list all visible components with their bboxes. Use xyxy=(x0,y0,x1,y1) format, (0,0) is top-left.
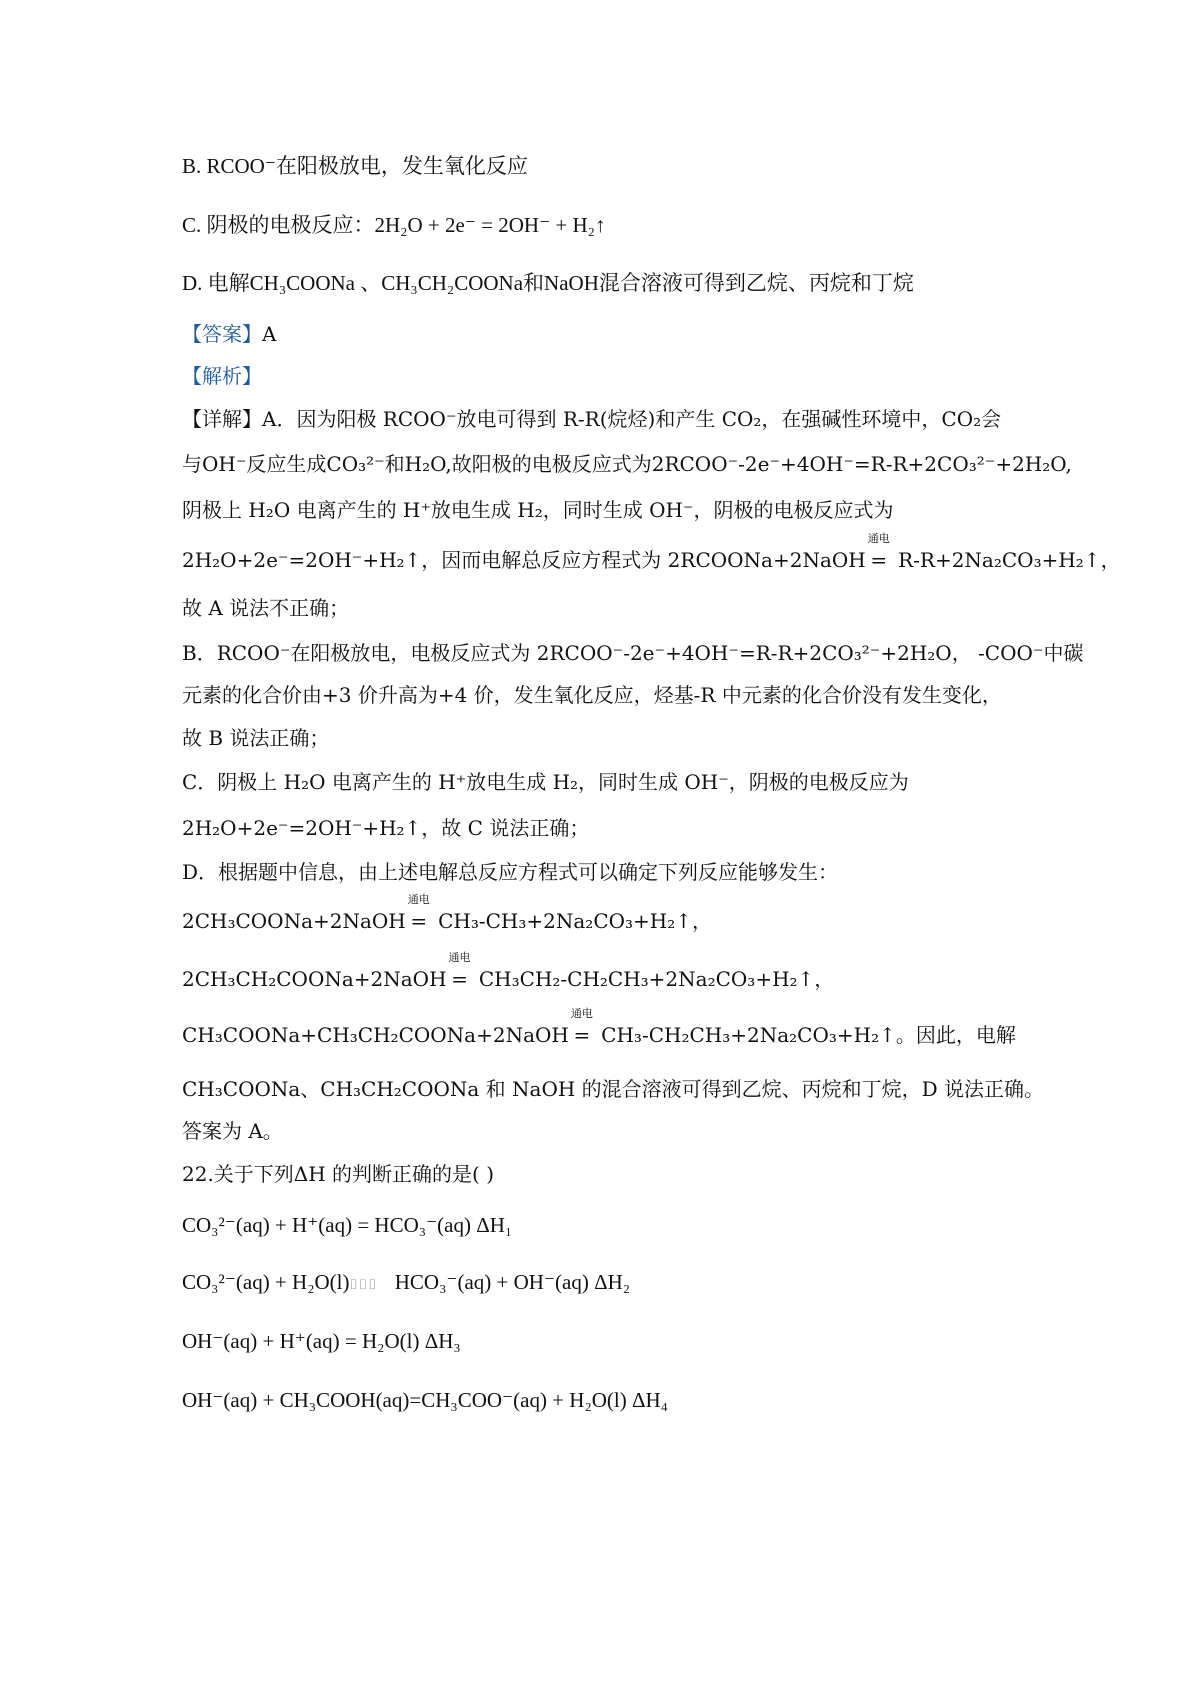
detail-line-8: 故 B 说法正确； xyxy=(182,726,330,750)
equals-sign: = xyxy=(870,548,888,572)
detail-line-9: C．阴极上 H₂O 电离产生的 H⁺放电生成 H₂，同时生成 OH⁻，阴极的电极反应为 xyxy=(182,770,909,794)
reaction-3 xyxy=(182,1007,1050,1049)
reaction-3-right: CH₃-CH₂CH₃+2Na₂CO₃+H₂↑。因此，电解 xyxy=(594,1023,1016,1047)
detail-label: 【详解】 xyxy=(182,407,262,431)
q22-equation-3: OH⁻(aq) + H⁺(aq) = H₂O(l) ΔH₃ xyxy=(182,1329,461,1353)
condition-text: 通电 xyxy=(407,893,430,906)
broken-arrow-glyph: ⌷⌷⌷ xyxy=(349,1278,378,1293)
detail-line-15: CH₃COONa、CH₃CH₂COONa 和 NaOH 的混合溶液可得到乙烷、丙烷和丁烷，D 说法正确。 xyxy=(182,1077,1045,1101)
q22-equation-2 xyxy=(182,1268,1050,1300)
detail-line-1 xyxy=(182,405,1050,433)
detail-line-3: 阴极上 H₂O 电离产生的 H⁺放电生成 H₂，同时生成 OH⁻，阴极的电极反应式为 xyxy=(182,498,894,522)
condition-text: 通电 xyxy=(448,951,471,964)
detail-line-11: D．根据题中信息，由上述电解总反应方程式可以确定下列反应能够发生： xyxy=(182,860,839,884)
condition-text: 通电 xyxy=(867,532,890,545)
reaction-3-left: CH₃COONa+CH₃CH₂COONa+2NaOH xyxy=(182,1023,569,1047)
detail-line-5: 故 A 说法不正确； xyxy=(182,596,350,620)
q22-equation-1: CO₃²⁻(aq) + H⁺(aq) = HCO₃⁻(aq) ΔH₁ xyxy=(182,1213,513,1237)
option-c: C. 阴极的电极反应：2H₂O + 2e⁻ = 2OH⁻ + H₂↑ xyxy=(182,213,606,237)
q22-equation-2-left: CO₃²⁻(aq) + H₂O(l) xyxy=(182,1270,350,1294)
option-d: D. 电解CH₃COONa 、CH₃CH₂COONa和NaOH混合溶液可得到乙烷、丙烷和丁烷 xyxy=(182,271,914,295)
reaction-1 xyxy=(182,893,1050,935)
reaction-1-left: 2CH₃COONa+2NaOH xyxy=(182,909,406,933)
question-22-stem: 22.关于下列ΔH 的判断正确的是( ) xyxy=(182,1162,495,1186)
detail-text-1: A．因为阳极 RCOO⁻放电可得到 R-R(烷烃)和产生 CO₂，在强碱性环境中，CO₂会 xyxy=(262,407,1002,431)
detail-line-4 xyxy=(182,532,1121,574)
detail-line-10: 2H₂O+2e⁻=2OH⁻+H₂↑，故 C 说法正确； xyxy=(182,816,590,840)
option-b: B. RCOO⁻在阳极放电，发生氧化反应 xyxy=(182,154,528,178)
electrolysis-sign xyxy=(866,532,892,574)
q22-equation-2-right: HCO₃⁻(aq) + OH⁻(aq) ΔH₂ xyxy=(389,1270,631,1294)
reaction-2-left: 2CH₃CH₂COONa+2NaOH xyxy=(182,967,447,991)
electrolysis-sign xyxy=(569,1007,595,1049)
total-equation-left: 2H₂O+2e⁻=2OH⁻+H₂↑，因而电解总反应方程式为 2RCOONa+2NaOH xyxy=(182,548,866,572)
answer-label: 【答案】 xyxy=(182,322,262,346)
answer-line xyxy=(182,320,1050,348)
reaction-2 xyxy=(182,951,1050,993)
condition-text: 通电 xyxy=(570,1007,593,1020)
detail-line-16: 答案为 A。 xyxy=(182,1119,283,1143)
equals-sign: = xyxy=(573,1023,591,1047)
total-equation-right: R-R+2Na₂CO₃+H₂↑， xyxy=(891,548,1121,572)
equals-sign: = xyxy=(451,967,468,991)
reaction-1-right: CH₃-CH₃+2Na₂CO₃+H₂↑， xyxy=(431,909,713,933)
answer-value: A xyxy=(262,322,277,346)
detail-line-2: 与OH⁻反应生成CO₃²⁻和H₂O,故阳极的电极反应式为2RCOO⁻-2e⁻+4OH⁻=R-R+2CO₃²⁻+2H₂O, xyxy=(182,452,1072,476)
equals-sign: = xyxy=(410,909,428,933)
analysis-label: 【解析】 xyxy=(182,364,262,388)
electrolysis-sign xyxy=(406,893,432,935)
reaction-2-right: CH₃CH₂-CH₂CH₃+2Na₂CO₃+H₂↑， xyxy=(472,967,835,991)
detail-line-7: 元素的化合价由+3 价升高为+4 价，发生氧化反应，烃基-R 中元素的化合价没有发生变化， xyxy=(182,683,1002,707)
electrolysis-sign xyxy=(447,951,473,993)
detail-line-6: B．RCOO⁻在阳极放电，电极反应式为 2RCOO⁻-2e⁻+4OH⁻=R-R+2CO₃²⁻+2H₂O， -COO⁻中碳 xyxy=(182,641,1084,665)
q22-equation-4: OH⁻(aq) + CH₃COOH(aq)=CH₃COO⁻(aq) + H₂O(l) ΔH₄ xyxy=(182,1388,668,1412)
